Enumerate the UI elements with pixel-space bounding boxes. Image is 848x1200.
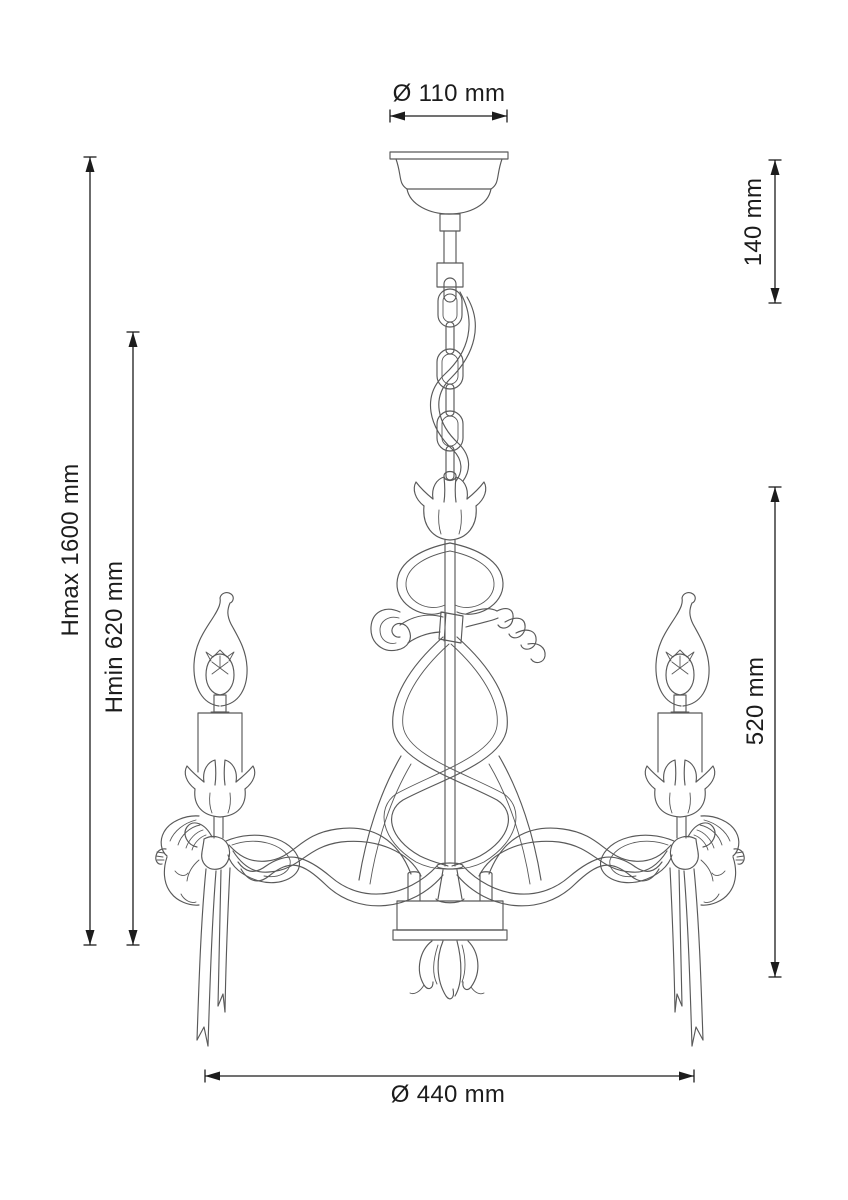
dimension-canopy-diameter [390, 110, 507, 123]
arrow-icon [771, 288, 780, 303]
ceiling-canopy [390, 152, 508, 287]
arrow-icon [771, 160, 780, 175]
arrow-icon [390, 112, 405, 121]
arrow-icon [205, 1072, 220, 1081]
dimension-label-height-min: Hmin 620 mm [101, 560, 128, 714]
flame-bulb-right [656, 593, 709, 706]
dimension-height-max [84, 157, 97, 945]
arrow-icon [679, 1072, 694, 1081]
candle [198, 650, 242, 772]
arrow-icon [86, 157, 95, 172]
dimension-label-height-max: Hmax 1600 mm [57, 463, 84, 637]
dimension-label-body-diameter: Ø 440 mm [390, 1081, 506, 1108]
chandelier-drawing [156, 152, 744, 1046]
left-arm-assembly [156, 650, 443, 1046]
arrow-icon [86, 930, 95, 945]
heart-body [397, 543, 503, 614]
leaf-finial [410, 941, 484, 999]
dimension-label-body-height: 520 mm [742, 656, 769, 746]
arrow-icon [771, 487, 780, 502]
arrow-icon [771, 962, 780, 977]
arrow-icon [129, 930, 138, 945]
bow-ribbon [371, 609, 545, 663]
tulip-cup [414, 472, 485, 541]
arrow-icon [492, 112, 507, 121]
dimension-canopy-height [769, 160, 782, 303]
hub [393, 863, 507, 940]
central-rod [445, 540, 455, 866]
dimension-body-height [769, 487, 782, 977]
dimension-label-canopy-height: 140 mm [740, 177, 767, 267]
suspension-chain [431, 278, 476, 481]
arm-bow [185, 817, 299, 1046]
bobeche [185, 760, 254, 817]
right-arm-assembly [457, 650, 744, 1046]
dimension-lines [84, 110, 782, 1083]
flame-bulb-left [194, 593, 247, 706]
dimension-label-canopy-diameter: Ø 110 mm [392, 80, 506, 107]
angel-figure [156, 816, 206, 905]
arrow-icon [129, 332, 138, 347]
